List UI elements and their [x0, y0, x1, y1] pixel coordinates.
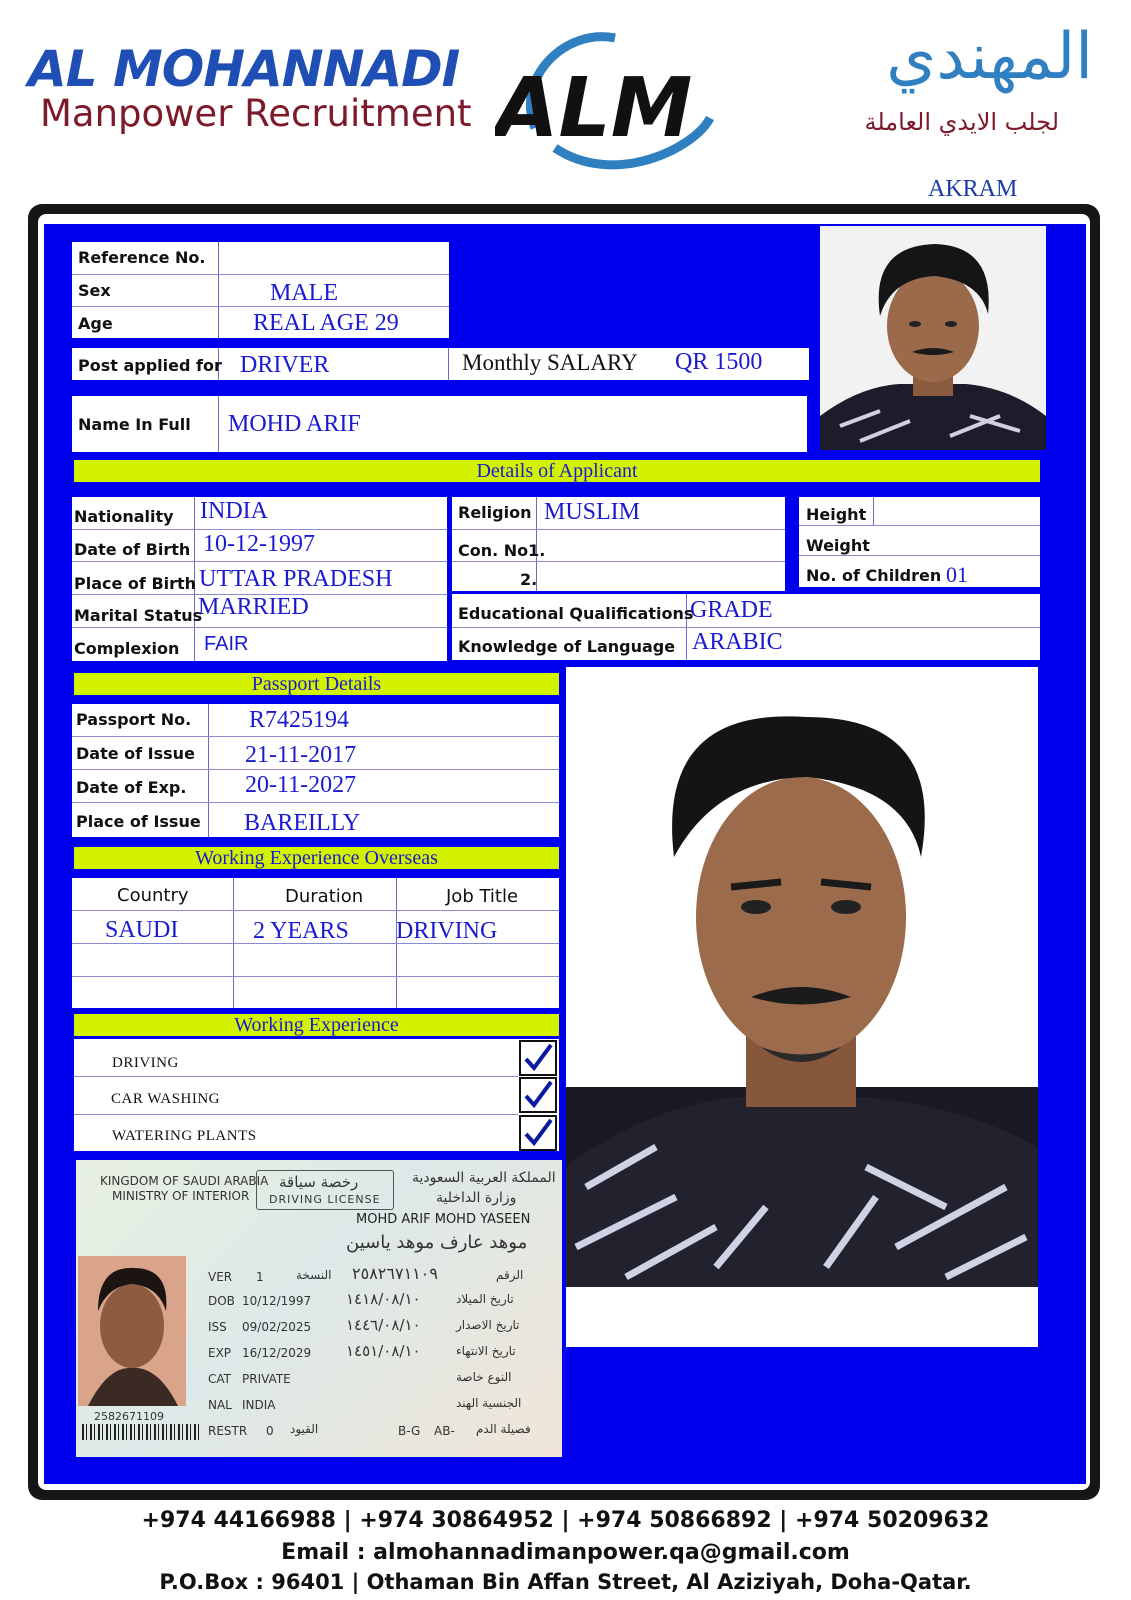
- footer-phones: +974 44166988 | +974 30864952 | +974 50866892 | +974 50209632: [141, 1508, 990, 1533]
- brand-name-arabic: المهندي: [886, 20, 1093, 94]
- license-bg-ar: فصيلة الدم: [476, 1422, 531, 1436]
- license-ver-label: VER: [208, 1270, 233, 1284]
- marital-label: Marital Status: [74, 606, 203, 625]
- post-value: DRIVER: [240, 352, 330, 378]
- license-ministry-en: MINISTRY OF INTERIOR: [112, 1189, 250, 1203]
- barcode-icon: [82, 1424, 200, 1440]
- passport-issue-value: 21-11-2017: [245, 742, 357, 768]
- religion-label: Religion: [458, 503, 532, 522]
- experience-heading: Working Experience: [74, 1014, 559, 1036]
- checkmark-icon: [526, 1120, 551, 1143]
- license-dob-label: DOB: [208, 1294, 235, 1308]
- license-title-box: [256, 1170, 394, 1210]
- license-id-ar: ٢٥٨٢٦٧١١٠٩: [352, 1264, 438, 1283]
- name-label: Name In Full: [78, 415, 191, 434]
- license-name-en: MOHD ARIF MOHD YASEEN: [356, 1212, 531, 1227]
- passport-place-label: Place of Issue: [76, 812, 201, 831]
- license-dob-value: 10/12/1997: [242, 1294, 312, 1308]
- experience-item: DRIVING: [112, 1055, 179, 1071]
- con1-label: Con. No1.: [458, 541, 546, 560]
- driving-license-image: [76, 1160, 562, 1457]
- experience-item: CAR WASHING: [111, 1091, 220, 1107]
- license-name-ar: موهد عارف موهد ياسين: [346, 1232, 528, 1253]
- license-restr-label: RESTR: [208, 1424, 248, 1438]
- name-value: MOHD ARIF: [228, 411, 361, 437]
- children-label: No. of Children: [806, 566, 942, 585]
- license-nal-label: NAL: [208, 1398, 232, 1412]
- applicant-photo-small: [820, 226, 1046, 450]
- license-exp-value: 16/12/2029: [242, 1346, 312, 1360]
- license-exp-hijri: ١٤٥١/٠٨/١٠: [346, 1342, 421, 1360]
- checkbox-watering-plants[interactable]: [519, 1115, 557, 1151]
- passport-heading: Passport Details: [74, 673, 559, 695]
- license-id-number: 2582671109: [94, 1410, 164, 1423]
- children-value: 01: [946, 562, 968, 587]
- license-iss-label: ISS: [208, 1320, 227, 1334]
- license-nal-value: INDIA: [242, 1398, 276, 1412]
- agent-name: AKRAM: [928, 176, 1018, 202]
- details-heading: Details of Applicant: [74, 460, 1040, 482]
- salary-value: QR 1500: [675, 349, 763, 375]
- license-ver-ar: النسخة: [296, 1268, 332, 1282]
- post-label: Post applied for: [78, 356, 222, 375]
- brand-name: AL MOHANNADI: [28, 40, 460, 98]
- brand-subtitle: Manpower Recruitment: [40, 92, 472, 135]
- overseas-job-value: DRIVING: [396, 918, 498, 944]
- license-bg-label: B-G: [398, 1424, 421, 1438]
- alm-logo: [495, 18, 735, 178]
- license-cat-value: PRIVATE: [242, 1372, 291, 1386]
- license-title-ar: رخصة سياقة: [279, 1173, 359, 1191]
- license-cat-label: CAT: [208, 1372, 231, 1386]
- license-id-ar-label: الرقم: [496, 1268, 524, 1282]
- passport-exp-label: Date of Exp.: [76, 778, 187, 797]
- complexion-value: FAIR: [204, 633, 249, 655]
- nationality-value: INDIA: [200, 498, 268, 524]
- footer-email: Email : almohannadimanpower.qa@gmail.com: [281, 1540, 850, 1565]
- age-value: REAL AGE 29: [253, 310, 399, 336]
- religion-value: MUSLIM: [544, 499, 641, 525]
- language-value: ARABIC: [692, 629, 783, 655]
- license-iss-value: 09/02/2025: [242, 1320, 312, 1334]
- education-label: Educational Qualifications: [458, 604, 694, 623]
- license-iss-hijri: ١٤٤٦/٠٨/١٠: [346, 1316, 421, 1334]
- license-bg-value: AB-: [434, 1424, 455, 1438]
- logo-text: ALM: [495, 61, 693, 156]
- license-nal-ar: الجنسية الهند: [456, 1396, 522, 1410]
- overseas-heading: Working Experience Overseas: [74, 847, 559, 869]
- complexion-label: Complexion: [74, 639, 180, 658]
- dob-value: 10-12-1997: [203, 531, 315, 557]
- brand-subtitle-arabic: لجلب الايدي العاملة: [864, 108, 1059, 136]
- age-label: Age: [78, 314, 113, 333]
- nationality-label: Nationality: [74, 507, 174, 526]
- license-exp-label: EXP: [208, 1346, 232, 1360]
- dob-label: Date of Birth: [74, 540, 191, 559]
- license-country-ar: المملكة العربية السعودية: [412, 1170, 556, 1186]
- sex-value: MALE: [270, 280, 338, 306]
- salary-label: Monthly SALARY: [462, 350, 638, 375]
- con2-label: 2.: [520, 570, 538, 589]
- license-restr-value: 0: [266, 1424, 274, 1438]
- pob-value: UTTAR PRADESH: [199, 566, 393, 592]
- passport-issue-label: Date of Issue: [76, 744, 195, 763]
- footer-address: P.O.Box : 96401 | Othaman Bin Affan Street, Al Aziziyah, Doha-Qatar.: [159, 1570, 972, 1594]
- license-title-en: DRIVING LICENSE: [269, 1193, 381, 1206]
- license-photo: [78, 1256, 186, 1406]
- language-label: Knowledge of Language: [458, 637, 676, 656]
- license-dob-hijri: ١٤١٨/٠٨/١٠: [346, 1290, 421, 1308]
- weight-label: Weight: [806, 536, 870, 555]
- checkbox-driving[interactable]: [519, 1040, 557, 1076]
- passport-no-label: Passport No.: [76, 710, 192, 729]
- pob-label: Place of Birth: [74, 574, 197, 593]
- overseas-duration-value: 2 YEARS: [253, 918, 349, 944]
- height-label: Height: [806, 505, 867, 524]
- education-value: GRADE: [690, 597, 773, 623]
- passport-place-value: BAREILLY: [244, 810, 361, 836]
- sex-label: Sex: [78, 281, 111, 300]
- passport-no-value: R7425194: [249, 707, 350, 733]
- license-exp-ar: تاريخ الانتهاء: [456, 1344, 516, 1358]
- license-country-en: KINGDOM OF SAUDI ARABIA: [100, 1174, 269, 1188]
- license-iss-ar: تاريخ الاصدار: [456, 1318, 520, 1332]
- applicant-photo-large: [566, 667, 1038, 1347]
- overseas-country-value: SAUDI: [105, 917, 179, 943]
- license-dob-ar: تاريخ الميلاد: [456, 1292, 514, 1306]
- checkmark-icon: [526, 1045, 551, 1068]
- reference-label: Reference No.: [78, 248, 206, 267]
- passport-exp-value: 20-11-2027: [245, 772, 357, 798]
- overseas-col-country: Country: [117, 885, 189, 906]
- license-ver-value: 1: [256, 1270, 264, 1284]
- checkmark-icon: [526, 1082, 551, 1105]
- checkbox-car-washing[interactable]: [519, 1077, 557, 1113]
- overseas-col-duration: Duration: [285, 886, 364, 907]
- license-ministry-ar: وزارة الداخلية: [436, 1190, 517, 1206]
- license-restr-ar: القيود: [290, 1422, 319, 1436]
- license-cat-ar: النوع خاصة: [456, 1370, 512, 1384]
- overseas-col-job: Job Title: [446, 886, 519, 907]
- marital-value: MARRIED: [198, 594, 309, 620]
- experience-item: WATERING PLANTS: [112, 1128, 257, 1144]
